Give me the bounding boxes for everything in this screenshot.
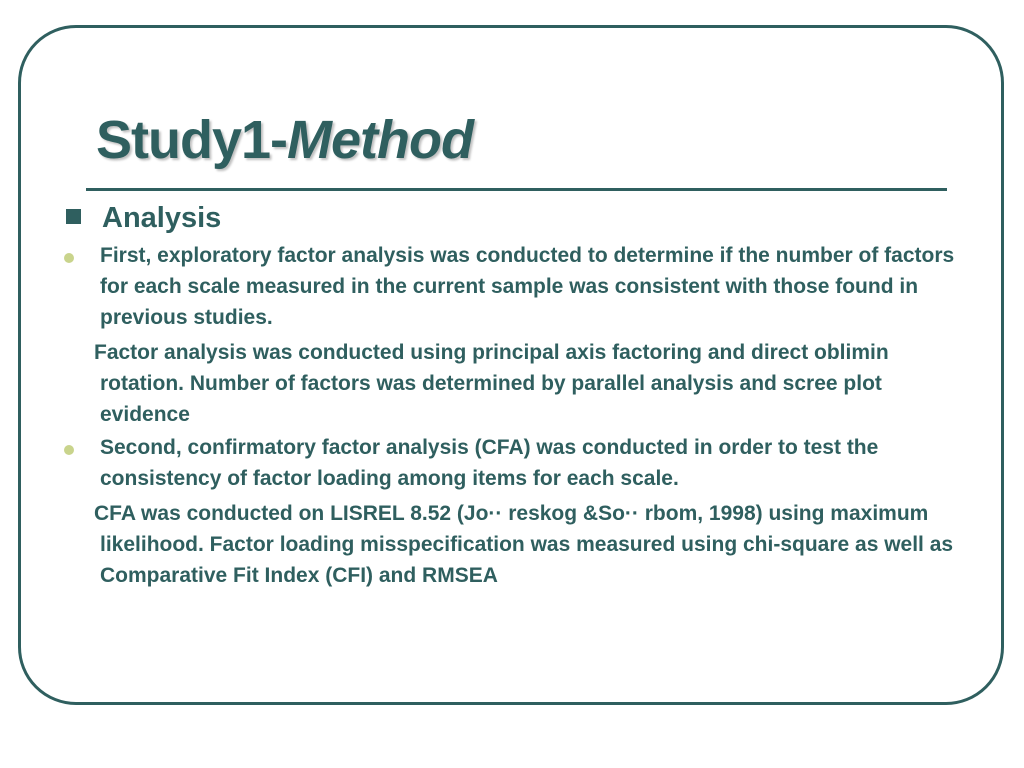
- section-heading: [62, 198, 962, 238]
- list-item-detail: CFA was conducted on LISREL 8.52 (Jo·· reskog &So·· rbom, 1998) using maximum likelihood. Factor loading misspecification was measured using chi-square as well as Comparative Fit Index (CFI) and RMSEA: [94, 502, 954, 587]
- slide-title: [96, 108, 473, 172]
- title-plain: Study1-: [96, 110, 288, 170]
- section-heading-text: Analysis: [102, 202, 222, 234]
- dot-bullet-icon: [64, 253, 74, 263]
- list-item-detail: Factor analysis was conducted using principal axis factoring and direct oblimin rotation. Number of factors was determined by parallel analysis and scree plot evidence: [94, 341, 889, 426]
- title-divider: [86, 188, 947, 191]
- square-bullet-icon: [66, 209, 81, 224]
- slide-content: [62, 198, 962, 591]
- dot-bullet-icon: [64, 445, 74, 455]
- list-item: [62, 240, 962, 333]
- title-italic: Method: [287, 110, 473, 170]
- list-item-text: First, exploratory factor analysis was conducted to determine if the number of factors for each scale measured in the current sample was consistent with those found in previous studies.: [100, 244, 955, 329]
- list-item-text: Second, confirmatory factor analysis (CFA) was conducted in order to test the consistency of factor loading among items for each scale.: [100, 436, 879, 490]
- list-item: [62, 432, 962, 494]
